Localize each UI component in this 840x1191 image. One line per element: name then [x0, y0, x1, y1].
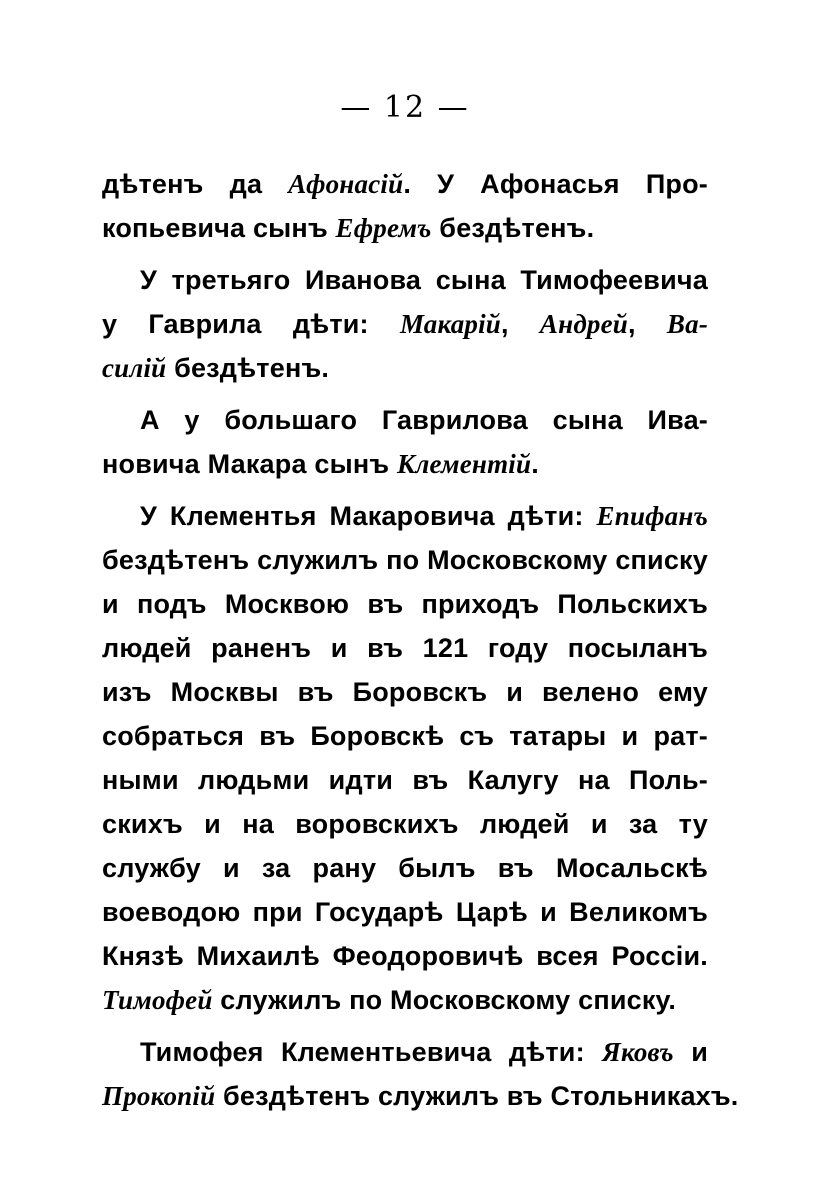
- text-segment: ными людьми идти въ Калугу на Поль-: [102, 765, 708, 795]
- text-segment: изъ Москвы въ Боровскъ и велено ему: [102, 677, 708, 707]
- text-line: [102, 206, 708, 250]
- text-segment: Князѣ Михаилѣ Феодоровичѣ всея Россіи.: [102, 941, 708, 971]
- italic-name: Клементій: [396, 449, 532, 479]
- text-line: [102, 714, 708, 758]
- italic-name: Афонасій: [288, 169, 404, 199]
- text-line: [102, 494, 708, 538]
- text-line: [102, 758, 708, 802]
- text-line: [102, 890, 708, 934]
- text-segment: У третьяго Иванова сына Тимофеевича: [140, 265, 708, 295]
- italic-name: силій: [102, 353, 167, 383]
- text-body: [102, 162, 739, 1118]
- text-segment: ,: [628, 309, 667, 339]
- text-segment: бездѣтенъ.: [431, 213, 595, 243]
- text-segment: людей раненъ и въ 121 году посыланъ: [102, 633, 708, 663]
- text-line: [102, 670, 708, 714]
- text-segment: копьевича сынъ: [102, 213, 336, 243]
- paragraph: [102, 398, 708, 486]
- text-line: [102, 162, 708, 206]
- italic-name: Епифанъ: [596, 501, 708, 531]
- text-line: [102, 1030, 708, 1074]
- paragraph: [102, 494, 708, 1022]
- text-line: [102, 934, 708, 978]
- text-segment: Тимофея Клементьевича дѣти:: [140, 1037, 603, 1067]
- text-line: [102, 346, 708, 390]
- text-line: [102, 1074, 739, 1118]
- book-page: [102, 88, 739, 1126]
- text-line: [102, 398, 708, 442]
- paragraph: [102, 162, 708, 250]
- page-number: — 12 —: [340, 90, 470, 125]
- text-line: [102, 582, 708, 626]
- paragraph: [102, 1030, 739, 1118]
- text-line: [102, 258, 708, 302]
- italic-name: Макарій: [399, 309, 502, 339]
- text-line: [102, 302, 708, 346]
- text-segment: службу и за рану былъ въ Мосальскѣ: [102, 853, 708, 883]
- text-segment: служилъ по Московскому списку.: [212, 985, 677, 1015]
- text-segment: собраться въ Боровскѣ съ татары и рат-: [102, 721, 708, 751]
- text-segment: бездѣтенъ.: [166, 353, 330, 383]
- text-line: [102, 442, 708, 486]
- text-segment: и: [673, 1037, 709, 1067]
- text-line: [102, 538, 708, 582]
- text-segment: . У Афонасья Про-: [403, 169, 709, 199]
- text-segment: у Гаврила дѣти:: [102, 309, 400, 339]
- text-segment: ,: [501, 309, 540, 339]
- text-segment: У Клементья Макаровича дѣти:: [140, 501, 597, 531]
- text-segment: воеводою при Государѣ Царѣ и Великомъ: [102, 897, 708, 927]
- text-line: [102, 802, 708, 846]
- italic-name: Андрей: [539, 309, 629, 339]
- text-segment: и подъ Москвою въ приходъ Польскихъ: [102, 589, 708, 619]
- paragraph: [102, 258, 708, 390]
- text-segment: новича Макара сынъ: [102, 449, 397, 479]
- italic-name: Ефремъ: [335, 213, 432, 243]
- text-segment: бездѣтенъ служилъ въ Стольникахъ.: [215, 1081, 739, 1111]
- text-line: [102, 978, 708, 1022]
- text-segment: А у большаго Гаврилова сына Ива-: [140, 405, 708, 435]
- text-line: [102, 846, 708, 890]
- text-segment: скихъ и на воровскихъ людей и за ту: [102, 809, 708, 839]
- italic-name: Прокопій: [102, 1081, 216, 1111]
- text-line: [102, 626, 708, 670]
- italic-name: Ва-: [666, 309, 709, 339]
- text-segment: дѣтенъ да: [102, 169, 289, 199]
- text-segment: .: [531, 449, 539, 479]
- text-segment: бездѣтенъ служилъ по Московскому списку: [102, 545, 708, 575]
- italic-name: Яковъ: [602, 1037, 674, 1067]
- italic-name: Тимофей: [102, 985, 213, 1015]
